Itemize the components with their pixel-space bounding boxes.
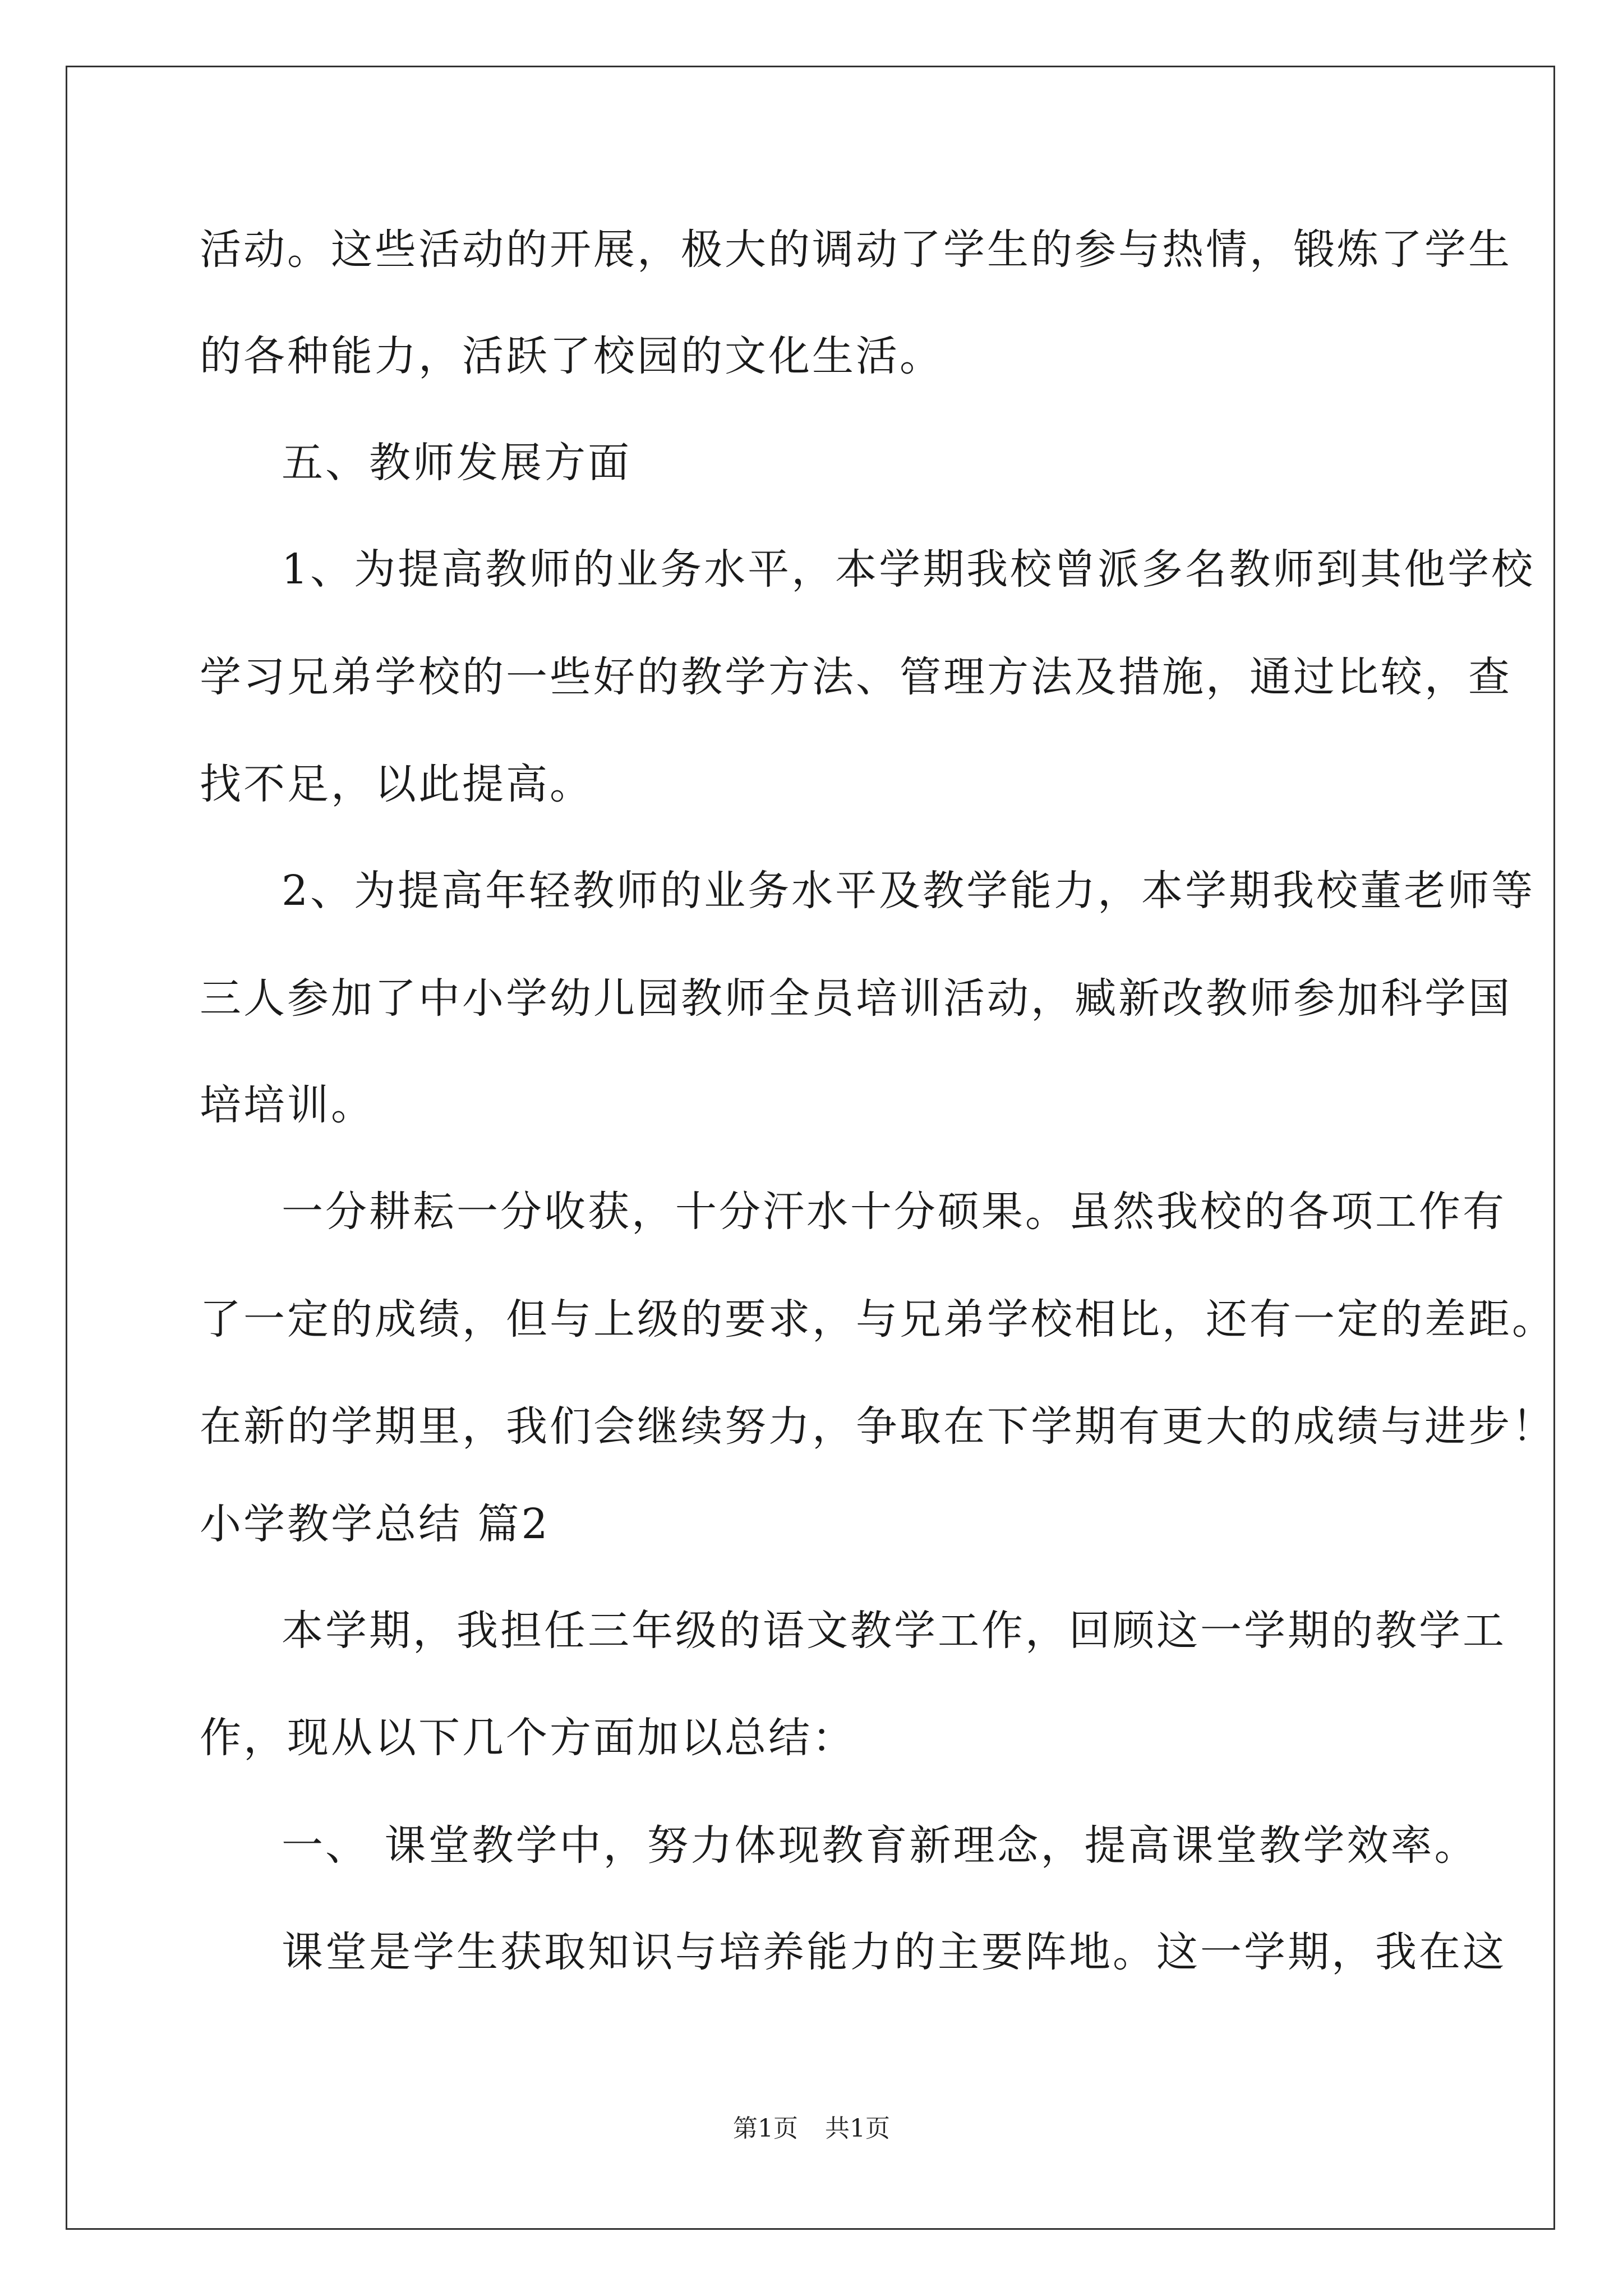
body-line: 的各种能力，活跃了校园的文化生活。 <box>200 332 943 380</box>
body-line: 2、为提高年轻教师的业务水平及教学能力，本学期我校董老师等 <box>282 867 1536 915</box>
section-heading: 一、 课堂教学中，努力体现教育新理念，提高课堂教学效率。 <box>282 1821 1478 1870</box>
section-heading: 五、教师发展方面 <box>282 439 631 487</box>
page-footer <box>0 2112 1623 2146</box>
body-line: 一分耕耘一分收获，十分汗水十分硕果。虽然我校的各项工作有 <box>282 1188 1506 1236</box>
body-line: 本学期，我担任三年级的语文教学工作，回顾这一学期的教学工 <box>282 1607 1506 1655</box>
body-line: 培培训。 <box>200 1081 375 1129</box>
article-title: 小学教学总结 篇2 <box>200 1500 550 1548</box>
body-line: 找不足，以此提高。 <box>200 760 593 808</box>
body-line: 活动。这些活动的开展，极大的调动了学生的参与热情，锻炼了学生 <box>200 226 1512 274</box>
page-count: 共1页 <box>825 2114 890 2143</box>
page-border <box>66 66 1555 2230</box>
body-line: 课堂是学生获取知识与培养能力的主要阵地。这一学期，我在这 <box>282 1928 1506 1976</box>
body-line: 作，现从以下几个方面加以总结： <box>200 1714 856 1762</box>
body-line: 学习兄弟学校的一些好的教学方法、管理方法及措施，通过比较，查 <box>200 653 1512 701</box>
body-line: 在新的学期里，我们会继续努力，争取在下学期有更大的成绩与进步！ <box>200 1402 1556 1451</box>
body-line: 了一定的成绩，但与上级的要求，与兄弟学校相比，还有一定的差距。 <box>200 1295 1556 1343</box>
body-line: 三人参加了中小学幼儿园教师全员培训活动，臧新改教师参加科学国 <box>200 974 1512 1023</box>
body-line: 1、为提高教师的业务水平，本学期我校曾派多名教师到其他学校 <box>282 545 1536 593</box>
page-number: 第1页 <box>733 2114 798 2143</box>
